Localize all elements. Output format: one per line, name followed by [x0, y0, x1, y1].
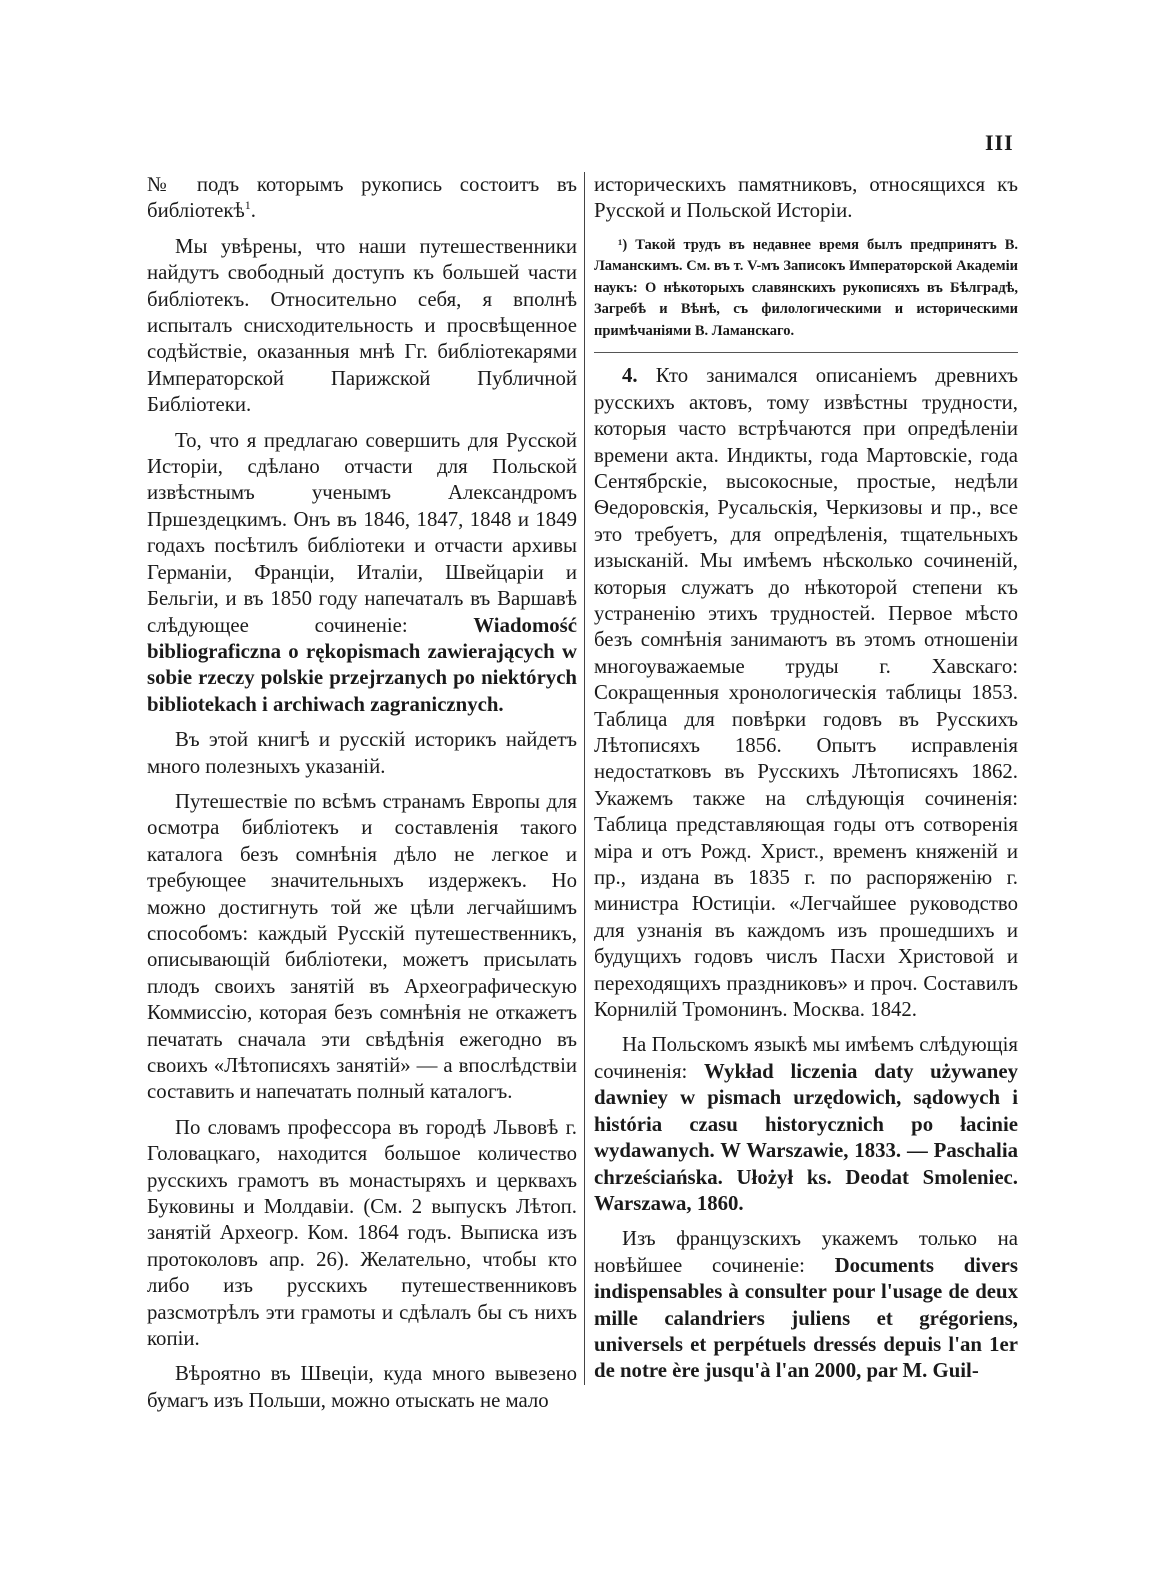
paragraph-end: . [250, 199, 256, 223]
polish-works-titles: Wykład liczenia daty używaney dawniey w pismach urzędowich, sądowych i história czasu historycznich po łacinie wydawanych. W Warszawie, 1833. — Paschalia chrześciańska. Ułożył ks. Deodat Smoleniec. Warszawa, 1860. [594, 1059, 1018, 1215]
section-number: 4. [622, 364, 638, 388]
footnote-mark: ¹) [618, 236, 628, 253]
paragraph-5: Путешествіе по всѣмъ странамъ Европы для осмотра библіотекъ и составленія такого каталога безъ сомнѣнія дѣло не легкое и требующее значительныхъ издержекъ. Но можно достигнуть той же цѣли легчайшимъ способомъ: каждый Русскій путешественникъ, описывающій библіотеки, можетъ присылать плодъ своихъ занятій въ Археографическую Коммиссію, которая безъ сомнѣнія не откажетъ печатать сначала эти свѣдѣнія ежегодно въ своихъ «Лѣтописяхъ занятій» — а впослѣдствіи составить и напечатать полный каталогъ. [147, 789, 577, 1104]
paragraph-text: То, что я предлагаю совершить для Русской Исторіи, сдѣлано отчасти для Польской извѣстнымъ ученымъ Александромъ Пршездецкимъ. Онъ въ 1846, 1847, 1848 и 1849 годахъ посѣтилъ библіотеки и отчасти архивы Германіи, Франціи, Италіи, Швейцаріи и Бельгіи, и въ 1850 году напечаталъ въ Варшавѣ слѣдующее сочиненіе: [147, 428, 577, 637]
paragraph-text: Изъ французскихъ укажемъ только на новѣйшее сочиненіе: [594, 1227, 1018, 1277]
paragraph-7: Вѣроятно въ Швеціи, куда много вывезено бумагъ изъ Польши, можно отыскать не мало [147, 1362, 577, 1412]
section-4-paragraph [594, 363, 1018, 1023]
page-number: III [985, 130, 1014, 155]
polish-title: Wiadomość bibliograficzna o rękopismach zawierających w sobie rzeczy polskie przejrzanych po niektórych bibliotekach i archiwach zagranicznych. [147, 613, 577, 716]
paragraph-1 [147, 172, 577, 225]
paragraph-6: По словамъ профессора въ городѣ Львовѣ г. Головацкаго, находится большое количество русскихъ грамотъ въ монастыряхъ и церквахъ Буковины и Молдавіи. (См. 2 выпускъ Лѣтоп. занятій Археогр. Ком. 1864 годъ. Выписка изъ протоколовъ апр. 26). Желательно, чтобы кто либо изъ русскихъ путешественниковъ разсмотрѣлъ эти грамоты и сдѣлалъ бы съ нихъ копіи. [147, 1115, 577, 1351]
footnote [594, 235, 1018, 343]
paragraph-text: На Польскомъ языкѣ мы имѣемъ слѣдующія сочиненія: [594, 1033, 1018, 1083]
paragraph-continuation: историческихъ памятниковъ, относящихся къ Русской и Польской Исторіи. [594, 173, 1018, 223]
paragraph-text: № подъ которымъ рукопись состоитъ въ библіотекѣ [147, 173, 577, 223]
french-work-title: Documents divers indispensables à consulter pour l'usage de deux mille calandriers juliens et grégoriens, universels et perpétuels dressés depuis l'an 1er de notre ère jusqu'à l'an 2000, par M. Guil- [594, 1253, 1019, 1383]
footnote-text: Такой трудъ въ недавнее время былъ предпринятъ В. Ламанскимъ. См. въ т. V-мъ Записокъ Императорской Академіи наукъ: О нѣкоторыхъ славянскихъ рукописяхъ въ Бѣлградѣ, Загребѣ и Вѣнѣ, съ филологическими и историческими примѣчаніями В. Ламанскаго. [594, 236, 1018, 339]
french-works-paragraph [594, 1226, 1018, 1384]
left-column [147, 172, 577, 1414]
footnote-reference: 1 [244, 198, 251, 213]
paragraph-text: Кто занимался описаніемъ древнихъ русскихъ актовъ, тому извѣстны трудности, которыя часто встрѣчаются при опредѣленіи времени акта. Индикты, года Мартовскіе, года Сентябрскіе, высокосные, простые, недѣли Ѳедоровскія, Русальскія, Черкизовы и пр., все это требуетъ, для опредѣленія, тщательныхъ изысканій. Мы имѣемъ нѣсколько сочиненій, которыя служатъ до нѣкоторой степени къ устраненію этихъ трудностей. Первое мѣсто безъ сомнѣнія занимаютъ въ этомъ отношеніи многоуважаемые труды г. Хавскаго: Сокращенныя хронологическія таблицы 1853. Таблица для повѣрки годовъ въ Русскихъ Лѣтописяхъ 1856. Опытъ исправленія недостатковъ въ Русскихъ Лѣтописяхъ 1862. Укажемъ также на слѣдующія сочиненія: Таблица представляющая годы отъ сотворенія міра и отъ Рожд. Христ., временъ княженій и пр., издана въ 1835 г. по распоряженію г. министра Юстиціи. «Легчайшее руководство для узнанія въ каждомъ изъ прошедшихъ и будущихъ годовъ числъ Пасхи Христовой и переходящихъ праздниковъ» и проч. Составилъ Корнилій Тромонинъ. Москва. 1842. [594, 364, 1019, 1022]
right-column [594, 172, 1018, 1385]
footnote-rule [594, 352, 1018, 353]
paragraph-4: Въ этой книгѣ и русскій историкъ найдетъ много полезныхъ указаній. [147, 728, 577, 778]
paragraph-2: Мы увѣрены, что наши путешественники найдутъ свободный доступъ къ большей части библіотекъ. Относительно себя, я вполнѣ испыталъ снисходительность и просвѣщенное содѣйствіе, оказанныя мнѣ Гг. библіотекарями Императорской Парижской Публичной Библіотеки. [147, 234, 577, 417]
column-divider [584, 172, 585, 1385]
paragraph-3 [147, 428, 577, 718]
polish-works-paragraph [594, 1032, 1018, 1217]
